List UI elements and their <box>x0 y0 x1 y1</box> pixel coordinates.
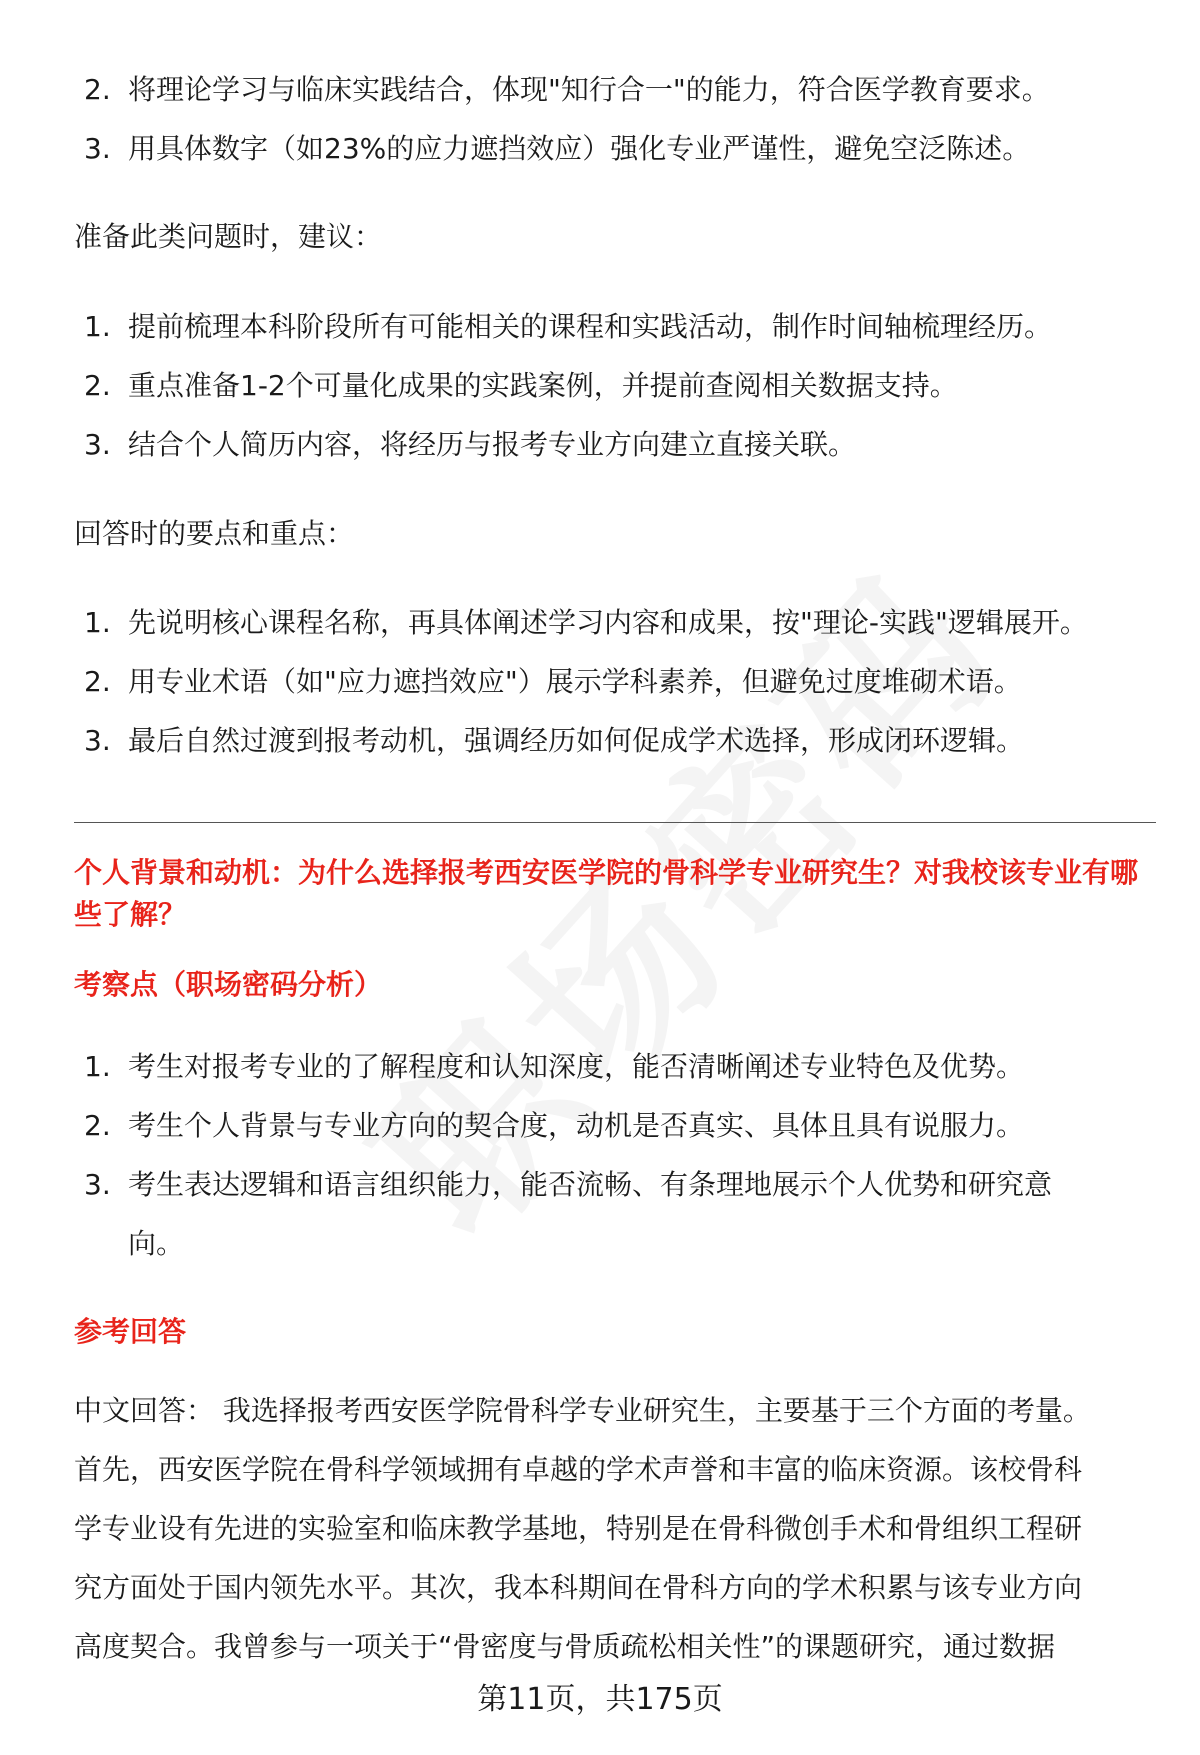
list-number: 3. <box>84 724 111 757</box>
list-number: 1. <box>84 310 111 343</box>
list-number: 2. <box>84 369 111 402</box>
list-item-continuation: 向。 <box>128 1227 185 1260</box>
list-item <box>84 1049 1024 1085</box>
prep-heading: 准备此类问题时，建议： <box>74 220 383 253</box>
list-item <box>84 309 1052 345</box>
list-item <box>84 368 958 404</box>
list-text: 用具体数字（如23%的应力遮挡效应）强化专业严谨性，避免空泛陈述。 <box>128 132 1031 165</box>
list-item <box>84 1108 1024 1144</box>
list-number: 1. <box>84 606 111 639</box>
answer-heading: 回答时的要点和重点： <box>74 517 355 550</box>
page-footer: 第11页，共175页 <box>477 1682 723 1717</box>
focus-heading: 考察点（职场密码分析） <box>74 968 383 1001</box>
paragraph-line: 究方面处于国内领先水平。其次，我本科期间在骨科方向的学术积累与该专业方向 <box>74 1571 1083 1604</box>
section-divider <box>74 822 1156 823</box>
list-text: 将理论学习与临床实践结合，体现"知行合一"的能力，符合医学教育要求。 <box>128 73 1050 106</box>
list-text: 用专业术语（如"应力遮挡效应"）展示学科素养，但避免过度堆砌术语。 <box>128 665 1022 698</box>
paragraph-line: 学专业设有先进的实验室和临床教学基地，特别是在骨科微创手术和骨组织工程研 <box>74 1512 1083 1545</box>
list-number: 3. <box>84 1168 111 1201</box>
list-item <box>84 72 1050 108</box>
list-item <box>84 664 1022 700</box>
paragraph-line: 中文回答： 我选择报考西安医学院骨科学专业研究生，主要基于三个方面的考量。 <box>74 1394 1091 1427</box>
list-text: 考生表达逻辑和语言组织能力，能否流畅、有条理地展示个人优势和研究意 <box>128 1168 1053 1201</box>
list-number: 2. <box>84 665 111 698</box>
list-text: 先说明核心课程名称，再具体阐述学习内容和成果，按"理论-实践"逻辑展开。 <box>128 606 1088 639</box>
list-item <box>84 427 856 463</box>
list-text: 结合个人简历内容，将经历与报考专业方向建立直接关联。 <box>128 428 857 461</box>
question-title: 个人背景和动机：为什么选择报考西安医学院的骨科学专业研究生？对我校该专业有哪些了解？ <box>74 856 1139 931</box>
list-number: 2. <box>84 73 111 106</box>
list-text: 考生对报考专业的了解程度和认知深度，能否清晰阐述专业特色及优势。 <box>128 1050 1025 1083</box>
list-text: 最后自然过渡到报考动机，强调经历如何促成学术选择，形成闭环逻辑。 <box>128 724 1025 757</box>
list-text: 重点准备1-2个可量化成果的实践案例，并提前查阅相关数据支持。 <box>128 369 958 402</box>
list-text: 考生个人背景与专业方向的契合度，动机是否真实、具体且具有说服力。 <box>128 1109 1025 1142</box>
list-number: 3. <box>84 132 111 165</box>
list-item <box>84 605 1088 641</box>
paragraph-line: 高度契合。我曾参与一项关于“骨密度与骨质疏松相关性”的课题研究，通过数据 <box>74 1630 1056 1663</box>
list-text: 提前梳理本科阶段所有可能相关的课程和实践活动，制作时间轴梳理经历。 <box>128 310 1053 343</box>
paragraph-line: 首先，西安医学院在骨科学领域拥有卓越的学术声誉和丰富的临床资源。该校骨科 <box>74 1453 1083 1486</box>
list-item <box>84 1167 1052 1203</box>
list-number: 2. <box>84 1109 111 1142</box>
list-number: 3. <box>84 428 111 461</box>
list-item <box>84 723 1024 759</box>
reference-heading: 参考回答 <box>74 1315 187 1348</box>
list-number: 1. <box>84 1050 111 1083</box>
list-item <box>84 131 1030 167</box>
